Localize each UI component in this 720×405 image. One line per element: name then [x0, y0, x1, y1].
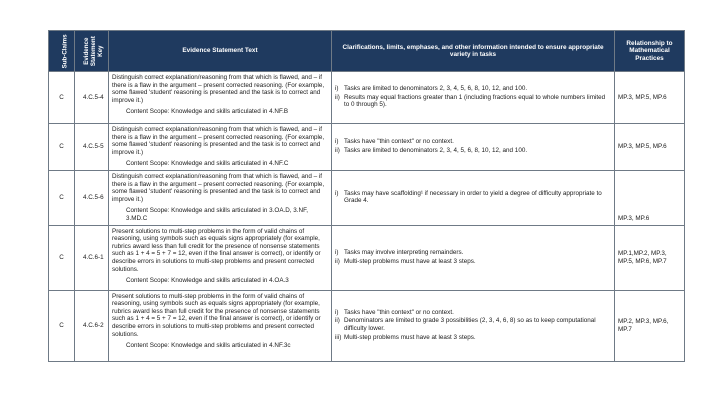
clarifications-cell — [332, 290, 615, 361]
evidence-table-container — [48, 30, 684, 362]
table-header-row — [49, 31, 685, 72]
practices-cell: MP.3, MP.6 — [615, 170, 685, 225]
evidence-key-cell: 4.C.6-1 — [75, 225, 109, 290]
header-evidence-key: Evidence Statement Key — [75, 31, 109, 72]
practices-cell: MP.3, MP.5, MP.6 — [615, 124, 685, 171]
clarifications-cell — [332, 225, 615, 290]
evidence-text: Present solutions to multi-step problems in the form of valid chains of reasoning, using symbols such as equals signs appropriately (for example, rubrics award less than full credit for the presence of nonsense statements such as 1 + 4 = 5 + 7 = 12, even if the final answer is correct), or identify or describe errors in solutions to multi-step problems and present corrected solutions. — [112, 227, 321, 273]
header-clarifications: Clarifications, limits, emphases, and other information intended to ensure appropriate variety in tasks — [332, 31, 615, 72]
clarifications-cell — [332, 170, 615, 225]
evidence-text-cell — [109, 72, 332, 124]
sub-claim-cell: C — [49, 72, 75, 124]
sub-claim-cell: C — [49, 170, 75, 225]
clarification-item: ii) Results may equal fractions greater than 1 (including fractions equal to whole numbers limited to 0 through 5). — [335, 93, 606, 109]
content-scope: Content Scope: Knowledge and skills articulated in 4.NF.3c — [126, 342, 291, 350]
content-scope: Content Scope: Knowledge and skills articulated in 4.NF.B — [126, 108, 289, 116]
header-evidence-text: Evidence Statement Text — [109, 31, 332, 72]
evidence-text: Distinguish correct explanation/reasoning from that which is flawed, and – if there is a flaw in the argument – present corrected reasoning. (For example, some flawed 'student' reasoning is presented and the task is to correct and improve it.) — [112, 126, 325, 156]
evidence-text: Distinguish correct explanation/reasoning from that which is flawed, and – if there is a flaw in the argument – present corrected reasoning. (For example, some flawed 'student' reasoning is presented and the task is to correct and improve it.) — [112, 172, 325, 203]
evidence-text: Present solutions to multi-step problems in the form of valid chains of reasoning, using symbols such as equals signs appropriately (for example, rubrics award less than full credit for the presence of nonsense statements such as 1 + 4 = 5 + 7 = 12, even if the final answer is correct), or identify or describe errors in solutions to multi-step problems and present corrected solutions. — [112, 292, 321, 338]
table-row — [49, 72, 685, 124]
content-scope: Content Scope: Knowledge and skills articulated in 3.OA.D, 3.NF, 3.MD.C — [126, 207, 309, 222]
clarification-item: ii) Denominators are limited to grade 3 possibilities (2, 3, 4, 6, 8) so as to keep computational difficulty lower. — [335, 317, 596, 333]
clarifications-cell — [332, 72, 615, 124]
evidence-statement-table — [48, 30, 685, 362]
evidence-key-cell: 4.C.5-4 — [75, 72, 109, 124]
practices-cell: MP.2, MP.3, MP.6, MP.7 — [615, 290, 685, 361]
evidence-key-cell: 4.C.6-2 — [75, 290, 109, 361]
table-row — [49, 290, 685, 361]
clarification-item: iii) Multi-step problems must have at least 3 steps. — [335, 333, 476, 341]
clarification-item: i) Tasks may involve interpreting remainders. — [335, 248, 464, 256]
clarification-item: ii) Multi-step problems must have at least 3 steps. — [335, 257, 476, 265]
clarification-item: i) Tasks may have scaffolding¹ if necessary in order to yield a degree of difficulty appropriate to Grade 4. — [335, 189, 602, 205]
header-sub-claims: Sub-Claims — [49, 31, 75, 72]
content-scope: Content Scope: Knowledge and skills articulated in 4.NF.C — [126, 160, 289, 168]
clarifications-cell — [332, 124, 615, 171]
content-scope: Content Scope: Knowledge and skills articulated in 4.OA.3 — [126, 277, 289, 285]
evidence-text-cell — [109, 225, 332, 290]
evidence-key-cell: 4.C.5-6 — [75, 170, 109, 225]
evidence-text-cell — [109, 290, 332, 361]
clarification-item: i) Tasks have "thin context" or no context. — [335, 138, 454, 146]
clarification-item: i) Tasks are limited to denominators 2, 3, 4, 5, 6, 8, 10, 12, and 100. — [335, 85, 528, 93]
header-practices: Relationship to Mathematical Practices — [615, 31, 685, 72]
evidence-key-cell: 4.C.5-5 — [75, 124, 109, 171]
sub-claim-cell: C — [49, 225, 75, 290]
sub-claim-cell: C — [49, 290, 75, 361]
sub-claim-cell: C — [49, 124, 75, 171]
clarification-item: ii) Tasks are limited to denominators 2, 3, 4, 5, 6, 8, 10, 12, and 100. — [335, 146, 528, 154]
evidence-text-cell — [109, 124, 332, 171]
table-row — [49, 124, 685, 171]
practices-cell: MP.1,MP.2, MP.3, MP.5, MP.6, MP.7 — [615, 225, 685, 290]
practices-cell: MP.3, MP.5, MP.6 — [615, 72, 685, 124]
table-row — [49, 170, 685, 225]
table-row — [49, 225, 685, 290]
evidence-text: Distinguish correct explanation/reasoning from that which is flawed, and – if there is a flaw in the argument – present corrected reasoning. (For example, some flawed 'student' reasoning is presented and the task is to correct and improve it.) — [112, 74, 325, 104]
clarification-item: i) Tasks have "thin context" or no context. — [335, 308, 454, 316]
evidence-text-cell — [109, 170, 332, 225]
